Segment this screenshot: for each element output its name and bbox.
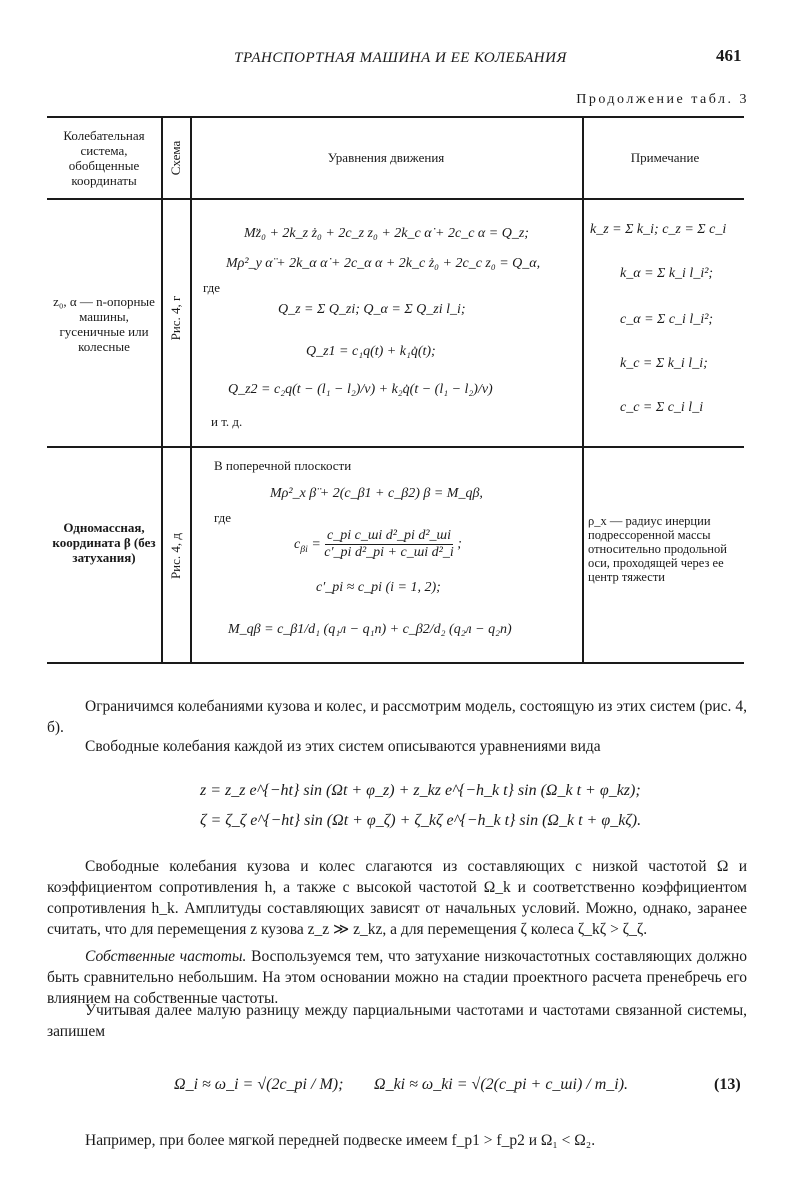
row1-eq1: Mz̈₀ + 2k_z ż₀ + 2c_z z₀ + 2k_c α̇ + 2c_c α = Q_z;: [244, 226, 529, 241]
row1-eq2: Mρ²_y α̈ + 2k_α α̇ + 2c_α α + 2k_c ż₀ + 2c_c z₀ = Q_α,: [226, 256, 541, 271]
table-row-rule: [47, 446, 744, 448]
row1-note-3: c_α = Σ c_i l_i²;: [620, 312, 714, 327]
row1-etc: и т. д.: [211, 414, 243, 429]
equation-z: z = z_z e^{−ht} sin (Ωt + φ_z) + z_kz e^{−h_k t} sin (Ω_k t + φ_kz);: [200, 782, 641, 799]
paragraph-5: Учитывая далее малую разницу между парциальными частотами и частотами связанной системы, запишем: [47, 1002, 747, 1040]
table-top-rule: [47, 116, 744, 118]
row1-system: z₀, α — n-опорные машины, гусеничные или колесные: [53, 294, 155, 354]
row2-system: Одномассная, координата β (без затухания): [52, 520, 156, 565]
col-header-system: Колебательная система, обобщенные координаты: [63, 128, 145, 188]
table-bottom-rule: [47, 662, 744, 664]
row1-note-5: c_c = Σ c_i l_i: [620, 400, 704, 415]
row2-where: где: [214, 510, 232, 525]
col-header-notes: Примечание: [630, 150, 700, 165]
paragraph-3: Свободные колебания кузова и колес слагаются из составляющих с низкой частотой Ω и коэффициентом сопротивления h, а также с высокой частотой Ω_k и соответственно коэффициентом сопротивления h_k. Амплитуды составляющих зависят от начальных условий. Можно, однако, заранее считать, что для перемещения z кузова z_z ≫ z_kz, а для перемещения ζ колеса ζ_kζ > ζ_ζ.: [47, 858, 747, 938]
equation-13-number: (13): [714, 1076, 741, 1093]
row2-eq2-numerator: c_pi c_шi d²_pi d²_шi: [327, 528, 452, 543]
table-header-rule: [47, 198, 744, 200]
paragraph-4-text: Воспользуемся тем, что затухание низкочастотных составляющих должно быть сравнительно небольшим. На этом основании можно на стадии проектного расчета пренебречь его влиянием на собственные частоты.: [47, 948, 747, 1007]
row1-note-4: k_c = Σ k_i l_i;: [620, 356, 708, 371]
col-header-scheme: Схема: [168, 140, 183, 176]
row1-eq4: Q_z1 = c₁q(t) + k₁q̇(t);: [306, 344, 436, 359]
row1-note-1: k_z = Σ k_i; c_z = Σ c_i: [590, 222, 727, 237]
paragraph-4-heading: Собственные частоты.: [85, 948, 247, 965]
row2-intro: В поперечной плоскости: [214, 458, 352, 473]
row1-scheme: Рис. 4, г: [168, 295, 183, 341]
table-col-divider-2: [190, 118, 192, 662]
table-col-divider-3: [582, 118, 584, 662]
row2-eq1: Mρ²_x β̈ + 2(c_β1 + c_β2) β = M_qβ,: [270, 486, 483, 501]
running-head: ТРАНСПОРТНАЯ МАШИНА И ЕЕ КОЛЕБАНИЯ: [234, 50, 567, 66]
page-number: 461: [716, 46, 742, 65]
table-col-divider-1: [161, 118, 163, 662]
row1-eq3: Q_z = Σ Q_zi; Q_α = Σ Q_zi l_i;: [278, 302, 466, 317]
row2-eq4: M_qβ = c_β1/d₁ (q₁л − q₁п) + c_β2/d₂ (q₂л − q₂п): [228, 622, 512, 637]
table-continuation-label: Продолжение табл. 3: [576, 92, 749, 107]
row2-scheme: Рис. 4, д: [168, 532, 183, 580]
row2-eq2-denominator: c′_pi d²_pi + c_шi d²_i: [324, 545, 454, 560]
row1-note-2: k_α = Σ k_i l_i²;: [620, 266, 714, 281]
row2-notes: ρ_x — радиус инерции подрессоренной массы относительно продольной оси, проходящей через ее центр тяжести: [588, 514, 727, 584]
row1-where: где: [203, 280, 221, 295]
equation-zeta: ζ = ζ_ζ e^{−ht} sin (Ωt + φ_ζ) + ζ_kζ e^{−h_k t} sin (Ω_k t + φ_kζ).: [200, 812, 642, 829]
row1-eq5: Q_z2 = c₂q(t − (l₁ − l₂)/v) + k₂q̇(t − (l₁ − l₂)/v): [228, 382, 493, 397]
paragraph-2: Свободные колебания каждой из этих систем описываются уравнениями вида: [85, 738, 601, 755]
col-header-equations: Уравнения движения: [327, 150, 445, 165]
paragraph-6: Например, при более мягкой передней подвеске имеем f_p1 > f_p2 и Ω₁ < Ω₂.: [85, 1132, 596, 1149]
equation-13-right: Ω_ki ≈ ω_ki = √(2(c_pi + c_шi) / m_i).: [374, 1076, 629, 1093]
equation-13-left: Ω_i ≈ ω_i = √(2c_pi / M);: [174, 1076, 344, 1093]
row2-eq2: $c_{\beta i}$ = $\frac{\text{c\_pi c\_шi d²\_pi d²\_шi}}{\text{c′\_pi d²\_pi + c\_шi d²\_i}}$ ;: [294, 528, 462, 560]
row2-eq3: c′_pi ≈ c_pi (i = 1, 2);: [316, 580, 441, 595]
paragraph-1: Ограничимся колебаниями кузова и колес, и рассмотрим модель, состоящую из этих систем (рис. 4, б).: [47, 698, 747, 736]
